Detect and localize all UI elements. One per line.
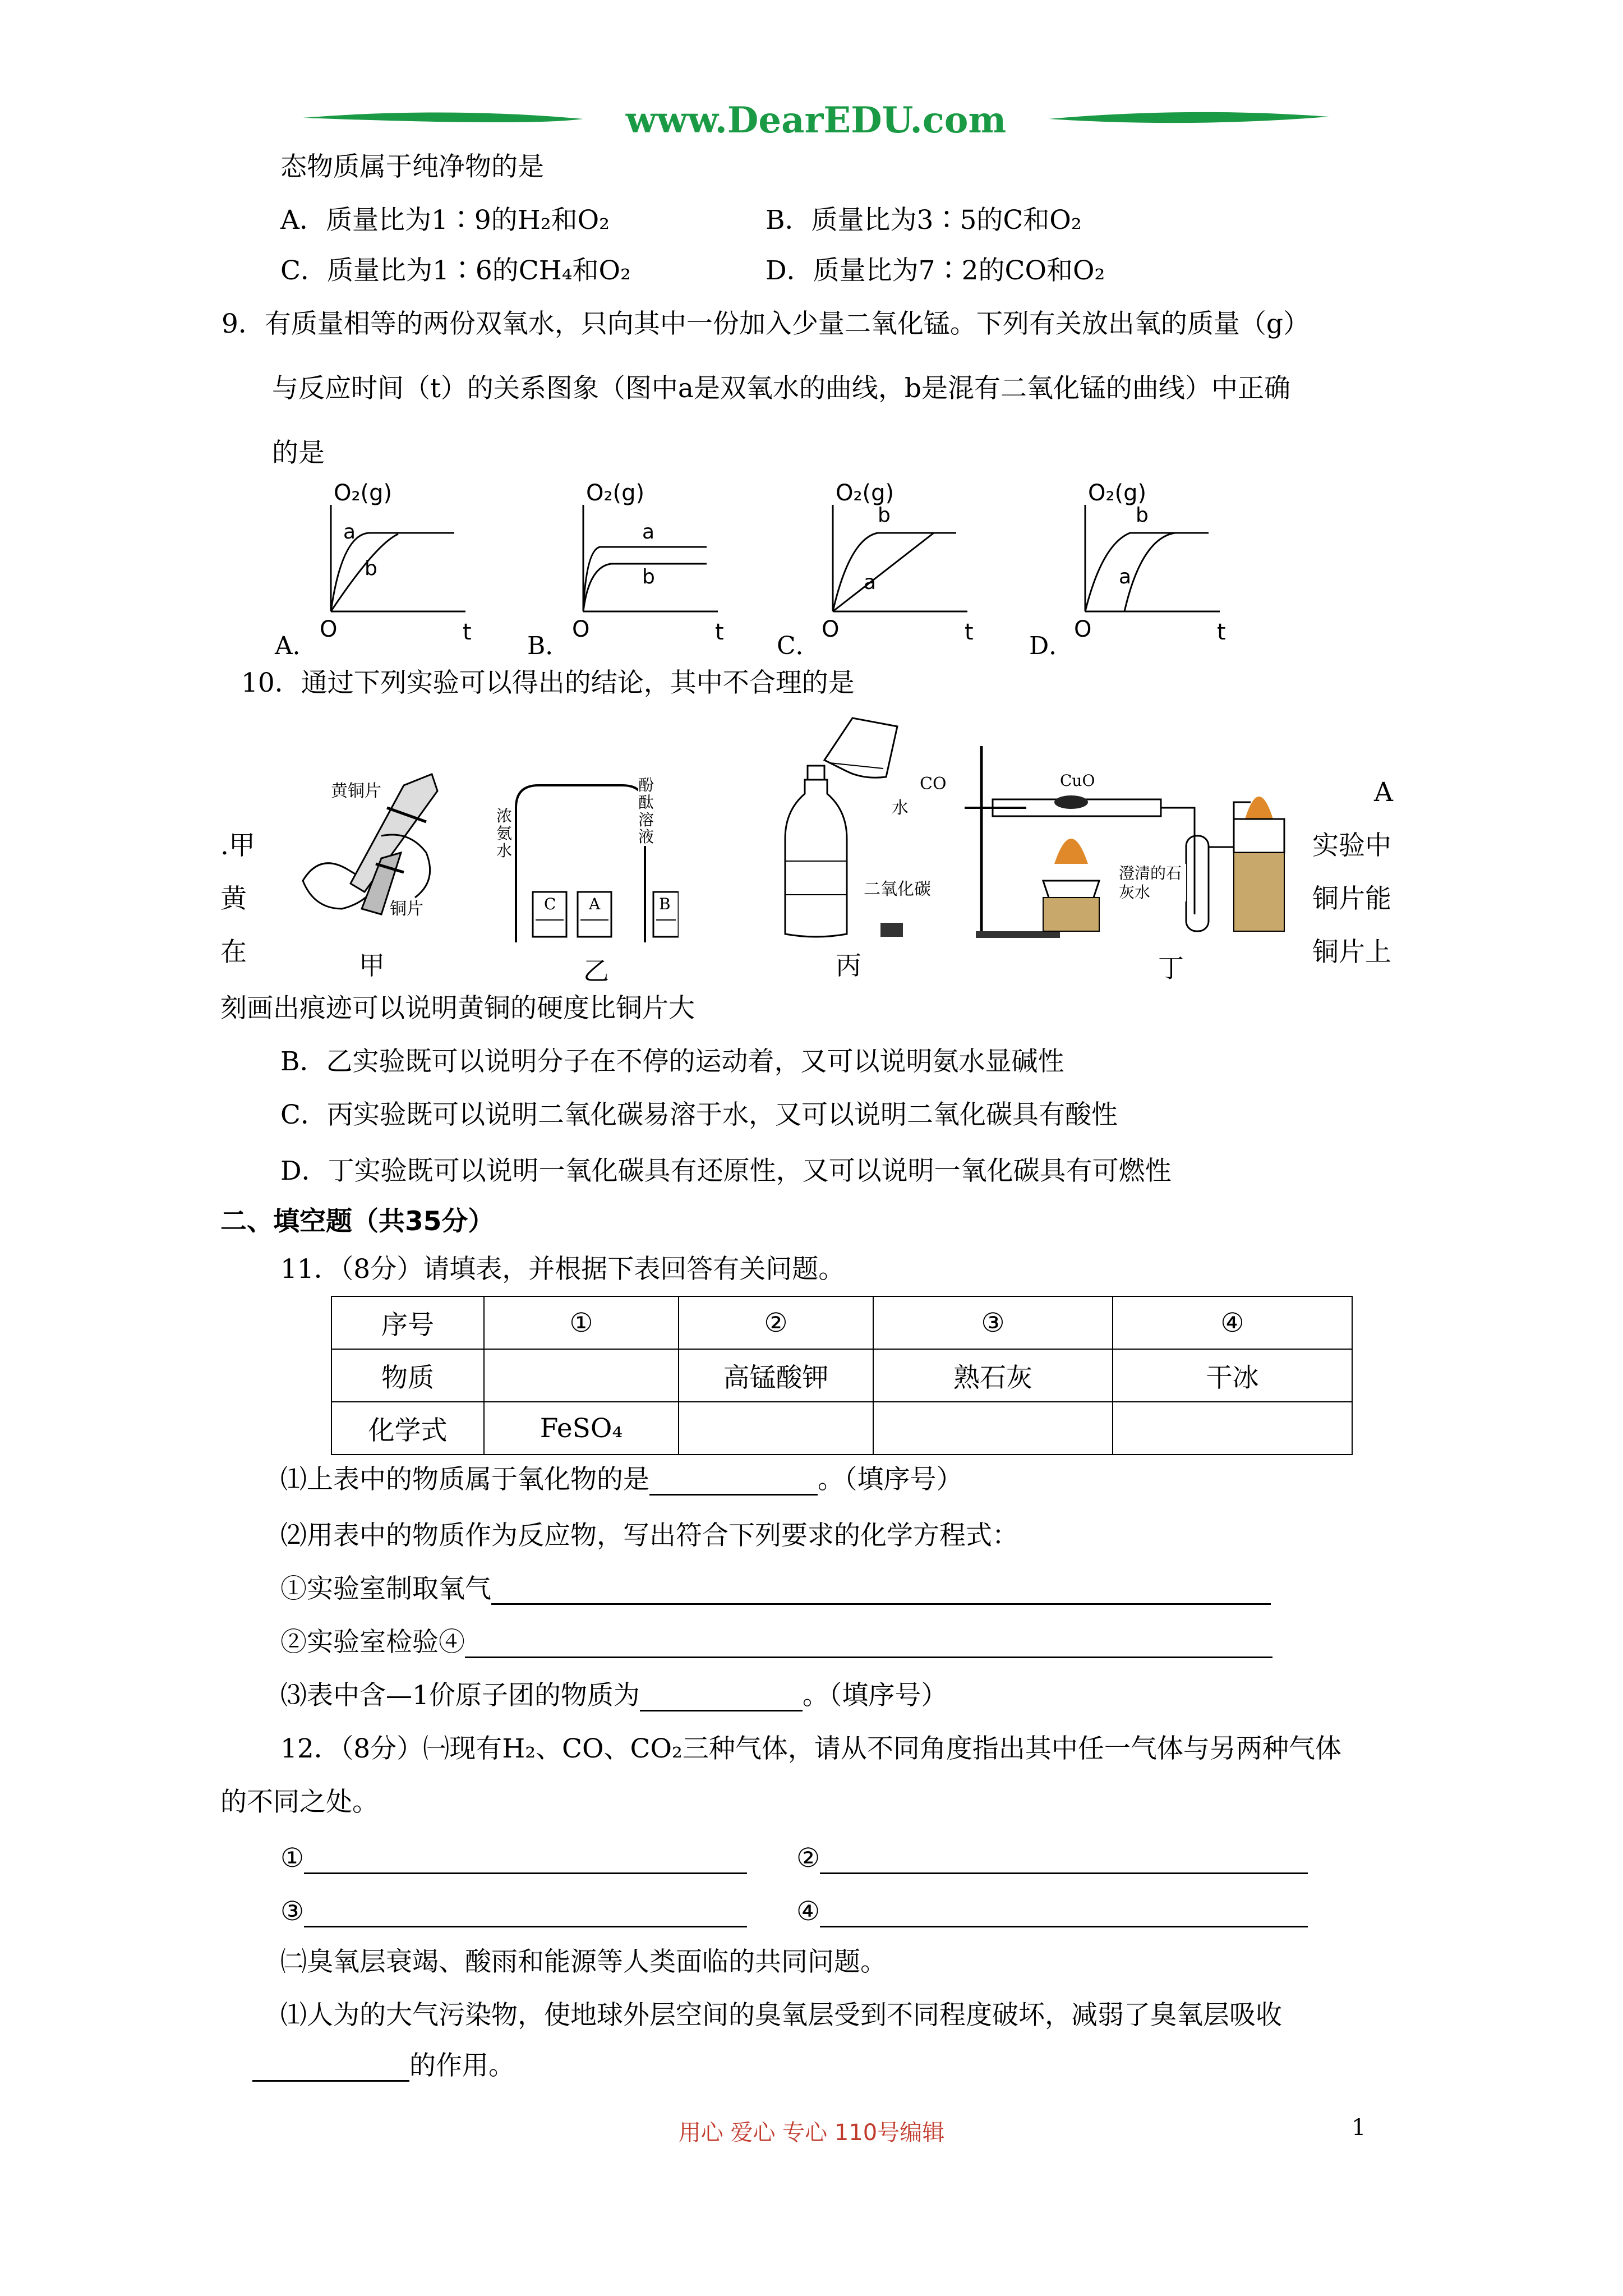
q8-continuation: 态物质属于纯净物的是	[280, 151, 544, 182]
formula-cell-4[interactable]	[1113, 1402, 1352, 1455]
q9-graph-c	[810, 482, 995, 651]
substance-cell-4: 干冰	[1113, 1349, 1352, 1402]
q9-graph-axes	[1063, 482, 1248, 651]
q10-stem: 10．通过下列实验可以得出的结论，其中不合理的是	[241, 668, 855, 698]
col-2: ②	[679, 1296, 873, 1349]
origin-label: O	[822, 616, 840, 642]
q9-option-label-c: C．	[777, 632, 820, 660]
formula-cell-1: FeSO₄	[484, 1402, 679, 1455]
y-axis-label: O₂(g)	[836, 482, 895, 506]
curve-b-label: b	[642, 565, 655, 588]
q12-blank-1	[280, 1843, 747, 1874]
row-header-formula: 化学式	[331, 1402, 484, 1455]
q10-option-b: B．乙实验既可以说明分子在不停的运动着，又可以说明氨水显碱性	[280, 1046, 1064, 1077]
q8-option-c: C．质量比为1∶6的CH₄和O₂	[280, 255, 631, 286]
q10-right-1: A	[1374, 777, 1393, 808]
q11-part3	[280, 1680, 947, 1711]
x-axis-label: t	[965, 619, 974, 645]
curve-a-label: a	[642, 521, 655, 544]
q10-option-d: D．丁实验既可以说明一氧化碳具有还原性，又可以说明一氧化碳具有可燃性	[280, 1156, 1172, 1186]
q9-option-label-b: B．	[527, 632, 570, 660]
caption-bing: 丙	[836, 950, 861, 981]
q11-part1-end: 。（填序号）	[818, 1464, 963, 1495]
figure-jia	[297, 769, 465, 982]
q12-part2-blank[interactable]	[252, 2052, 409, 2082]
label-ammonia: 浓氨水	[496, 807, 513, 860]
formula-cell-2[interactable]	[679, 1402, 873, 1455]
q12-stem-line1: 12．（8分）㈠现有H₂、CO、CO₂三种气体，请从不同角度指出其中任一气体与另两种气体	[280, 1733, 1341, 1764]
q9-graph-d	[1063, 482, 1248, 651]
q12-blank-2-num: ②	[796, 1843, 820, 1874]
label-beaker-c: C	[544, 895, 556, 913]
col-4: ④	[1113, 1296, 1352, 1349]
caption-ding: 丁	[1158, 953, 1184, 983]
q8-option-b: B．质量比为3∶5的C和O₂	[766, 205, 1082, 236]
q10-left-1: .甲	[220, 830, 255, 861]
figure-bing	[780, 715, 965, 984]
curve-a	[331, 533, 454, 611]
q9-graph-b	[561, 482, 746, 651]
row-header-substance: 物质	[331, 1349, 484, 1402]
q11-part2b	[280, 1627, 1272, 1658]
q11-part3-blank[interactable]	[640, 1682, 803, 1711]
q9-option-label-d: D．	[1029, 632, 1074, 660]
label-beaker-a: A	[589, 895, 601, 913]
y-axis-label: O₂(g)	[334, 482, 393, 506]
origin-label: O	[1074, 616, 1092, 642]
footer-text: 用心 爱心 专心 110号编辑	[678, 2120, 945, 2146]
substance-cell-1[interactable]	[484, 1349, 679, 1402]
q12-blank-4-line[interactable]	[820, 1898, 1308, 1927]
q12-part2-p1: ⑴人为的大气污染物，使地球外层空间的臭氧层受到不同程度破坏，减弱了臭氧层吸收	[280, 2000, 1282, 2031]
curve-a	[833, 533, 934, 611]
q9-stem-line2: 与反应时间（t）的关系图象（图中a是双氧水的曲线，b是混有二氧化锰的曲线）中正确	[272, 373, 1290, 404]
q11-part1-text: ⑴上表中的物质属于氧化物的是	[280, 1464, 649, 1495]
col-1: ①	[484, 1296, 679, 1349]
curve-b	[833, 533, 956, 611]
q11-table	[331, 1296, 1353, 1455]
q12-stem-line2: 的不同之处。	[220, 1787, 379, 1818]
label-co: CO	[920, 774, 947, 794]
origin-label: O	[320, 616, 338, 642]
q12-blank-1-line[interactable]	[304, 1844, 747, 1874]
x-axis-label: t	[1217, 619, 1226, 645]
curve-b-label: b	[878, 504, 891, 527]
label-cuo: CuO	[1060, 771, 1095, 790]
q11-part2a-text: ①实验室制取氧气	[280, 1573, 491, 1604]
label-brass: 黄铜片	[331, 781, 381, 801]
q11-part2a	[280, 1573, 1271, 1605]
co-reduction-apparatus-icon	[953, 729, 1307, 942]
curve-a-label: a	[1119, 565, 1132, 588]
page-number: 1	[1352, 2115, 1366, 2141]
curve-a-label: a	[864, 571, 877, 594]
curve-b-label: b	[1136, 504, 1149, 527]
q10-option-a-cont: 刻画出痕迹可以说明黄铜的硬度比铜片大	[220, 993, 695, 1024]
q9-graph-axes	[308, 482, 494, 651]
q11-part2: ⑵用表中的物质作为反应物，写出符合下列要求的化学方程式：	[280, 1520, 1018, 1551]
y-axis-label: O₂(g)	[586, 482, 645, 506]
q12-blank-4-num: ④	[796, 1896, 820, 1927]
q10-left-2: 黄	[220, 884, 247, 914]
q10-left-3: 在	[220, 937, 247, 968]
label-beaker-b: B	[659, 895, 671, 913]
q11-part2a-blank[interactable]	[491, 1575, 1271, 1605]
label-water: 水	[892, 798, 909, 818]
label-phenolphthalein: 酚酞溶液	[638, 776, 654, 846]
curve-b	[1085, 533, 1209, 611]
label-limewater: 澄清的石灰水	[1119, 864, 1186, 901]
caption-yi: 乙	[583, 956, 609, 986]
q12-part2-p1-end: 的作用。	[409, 2050, 515, 2081]
q12-blank-1-num: ①	[280, 1843, 305, 1874]
q11-part2b-text: ②实验室检验④	[280, 1627, 465, 1658]
x-axis-label: t	[715, 619, 724, 645]
header-banner	[303, 95, 1329, 146]
q12-blank-3-line[interactable]	[304, 1898, 747, 1927]
section-fill-in: 二、填空题（共35分）	[220, 1206, 495, 1237]
q11-part3-end: 。（填序号）	[802, 1680, 948, 1711]
col-3: ③	[873, 1296, 1113, 1349]
substance-cell-3: 熟石灰	[873, 1349, 1113, 1402]
q9-option-label-a: A．	[275, 632, 317, 660]
q12-blank-3	[280, 1896, 747, 1927]
q8-option-a: A．质量比为1∶9的H₂和O₂	[280, 205, 610, 236]
q9-stem-line1: 9．有质量相等的两份双氧水，只向其中一份加入少量二氧化锰。下列有关放出氧的质量（g）	[222, 309, 1310, 339]
site-url: www.DearEDU.com	[625, 99, 1007, 141]
q10-option-c: C．丙实验既可以说明二氧化碳易溶于水，又可以说明二氧化碳具有酸性	[280, 1099, 1118, 1130]
plastic-bottle-icon	[780, 715, 965, 945]
table-row	[331, 1296, 1352, 1349]
q9-graph-axes	[561, 482, 746, 651]
table-row	[331, 1349, 1352, 1402]
q9-stem-line3: 的是	[272, 438, 325, 468]
q12-blank-3-num: ③	[280, 1896, 305, 1927]
figure-ding	[920, 729, 1307, 987]
q12-part2-p1-cont	[252, 2050, 515, 2082]
table-row	[331, 1402, 1352, 1455]
q10-right-3: 铜片能	[1312, 884, 1391, 914]
q11-part1	[280, 1464, 963, 1496]
q11-part3-text: ⑶表中含—1价原子团的物质为	[280, 1680, 640, 1711]
curve-b-label: b	[365, 557, 377, 580]
brass-scratch-drawing-icon	[297, 769, 465, 942]
q12-part2-heading: ㈡臭氧层衰竭、酸雨和能源等人类面临的共同问题。	[280, 1947, 887, 1977]
curve-a	[1124, 533, 1209, 611]
row-header-index: 序号	[331, 1296, 484, 1349]
q11-part1-blank[interactable]	[649, 1466, 818, 1496]
q10-right-2: 实验中	[1312, 830, 1391, 861]
x-axis-label: t	[463, 619, 472, 645]
figure-yi	[494, 774, 679, 986]
curve-a-label: a	[343, 521, 356, 544]
caption-jia: 甲	[359, 950, 385, 981]
q11-stem: 11．（8分）请填表，并根据下表回答有关问题。	[280, 1254, 845, 1285]
q9-graph-a	[308, 482, 494, 651]
formula-cell-3[interactable]	[873, 1402, 1113, 1455]
q8-option-d: D．质量比为7∶2的CO和O₂	[766, 255, 1105, 286]
label-co2: 二氧化碳	[864, 880, 931, 899]
substance-cell-2: 高锰酸钾	[679, 1349, 873, 1402]
q11-part2b-blank[interactable]	[465, 1628, 1272, 1658]
q10-right-4: 铜片上	[1312, 937, 1391, 968]
label-copper: 铜片	[390, 899, 423, 919]
q12-blank-4	[796, 1896, 1308, 1927]
q12-blank-2	[796, 1843, 1308, 1874]
q12-blank-2-line[interactable]	[820, 1844, 1308, 1874]
y-axis-label: O₂(g)	[1088, 482, 1147, 506]
origin-label: O	[572, 616, 590, 642]
q9-graph-axes	[810, 482, 995, 651]
